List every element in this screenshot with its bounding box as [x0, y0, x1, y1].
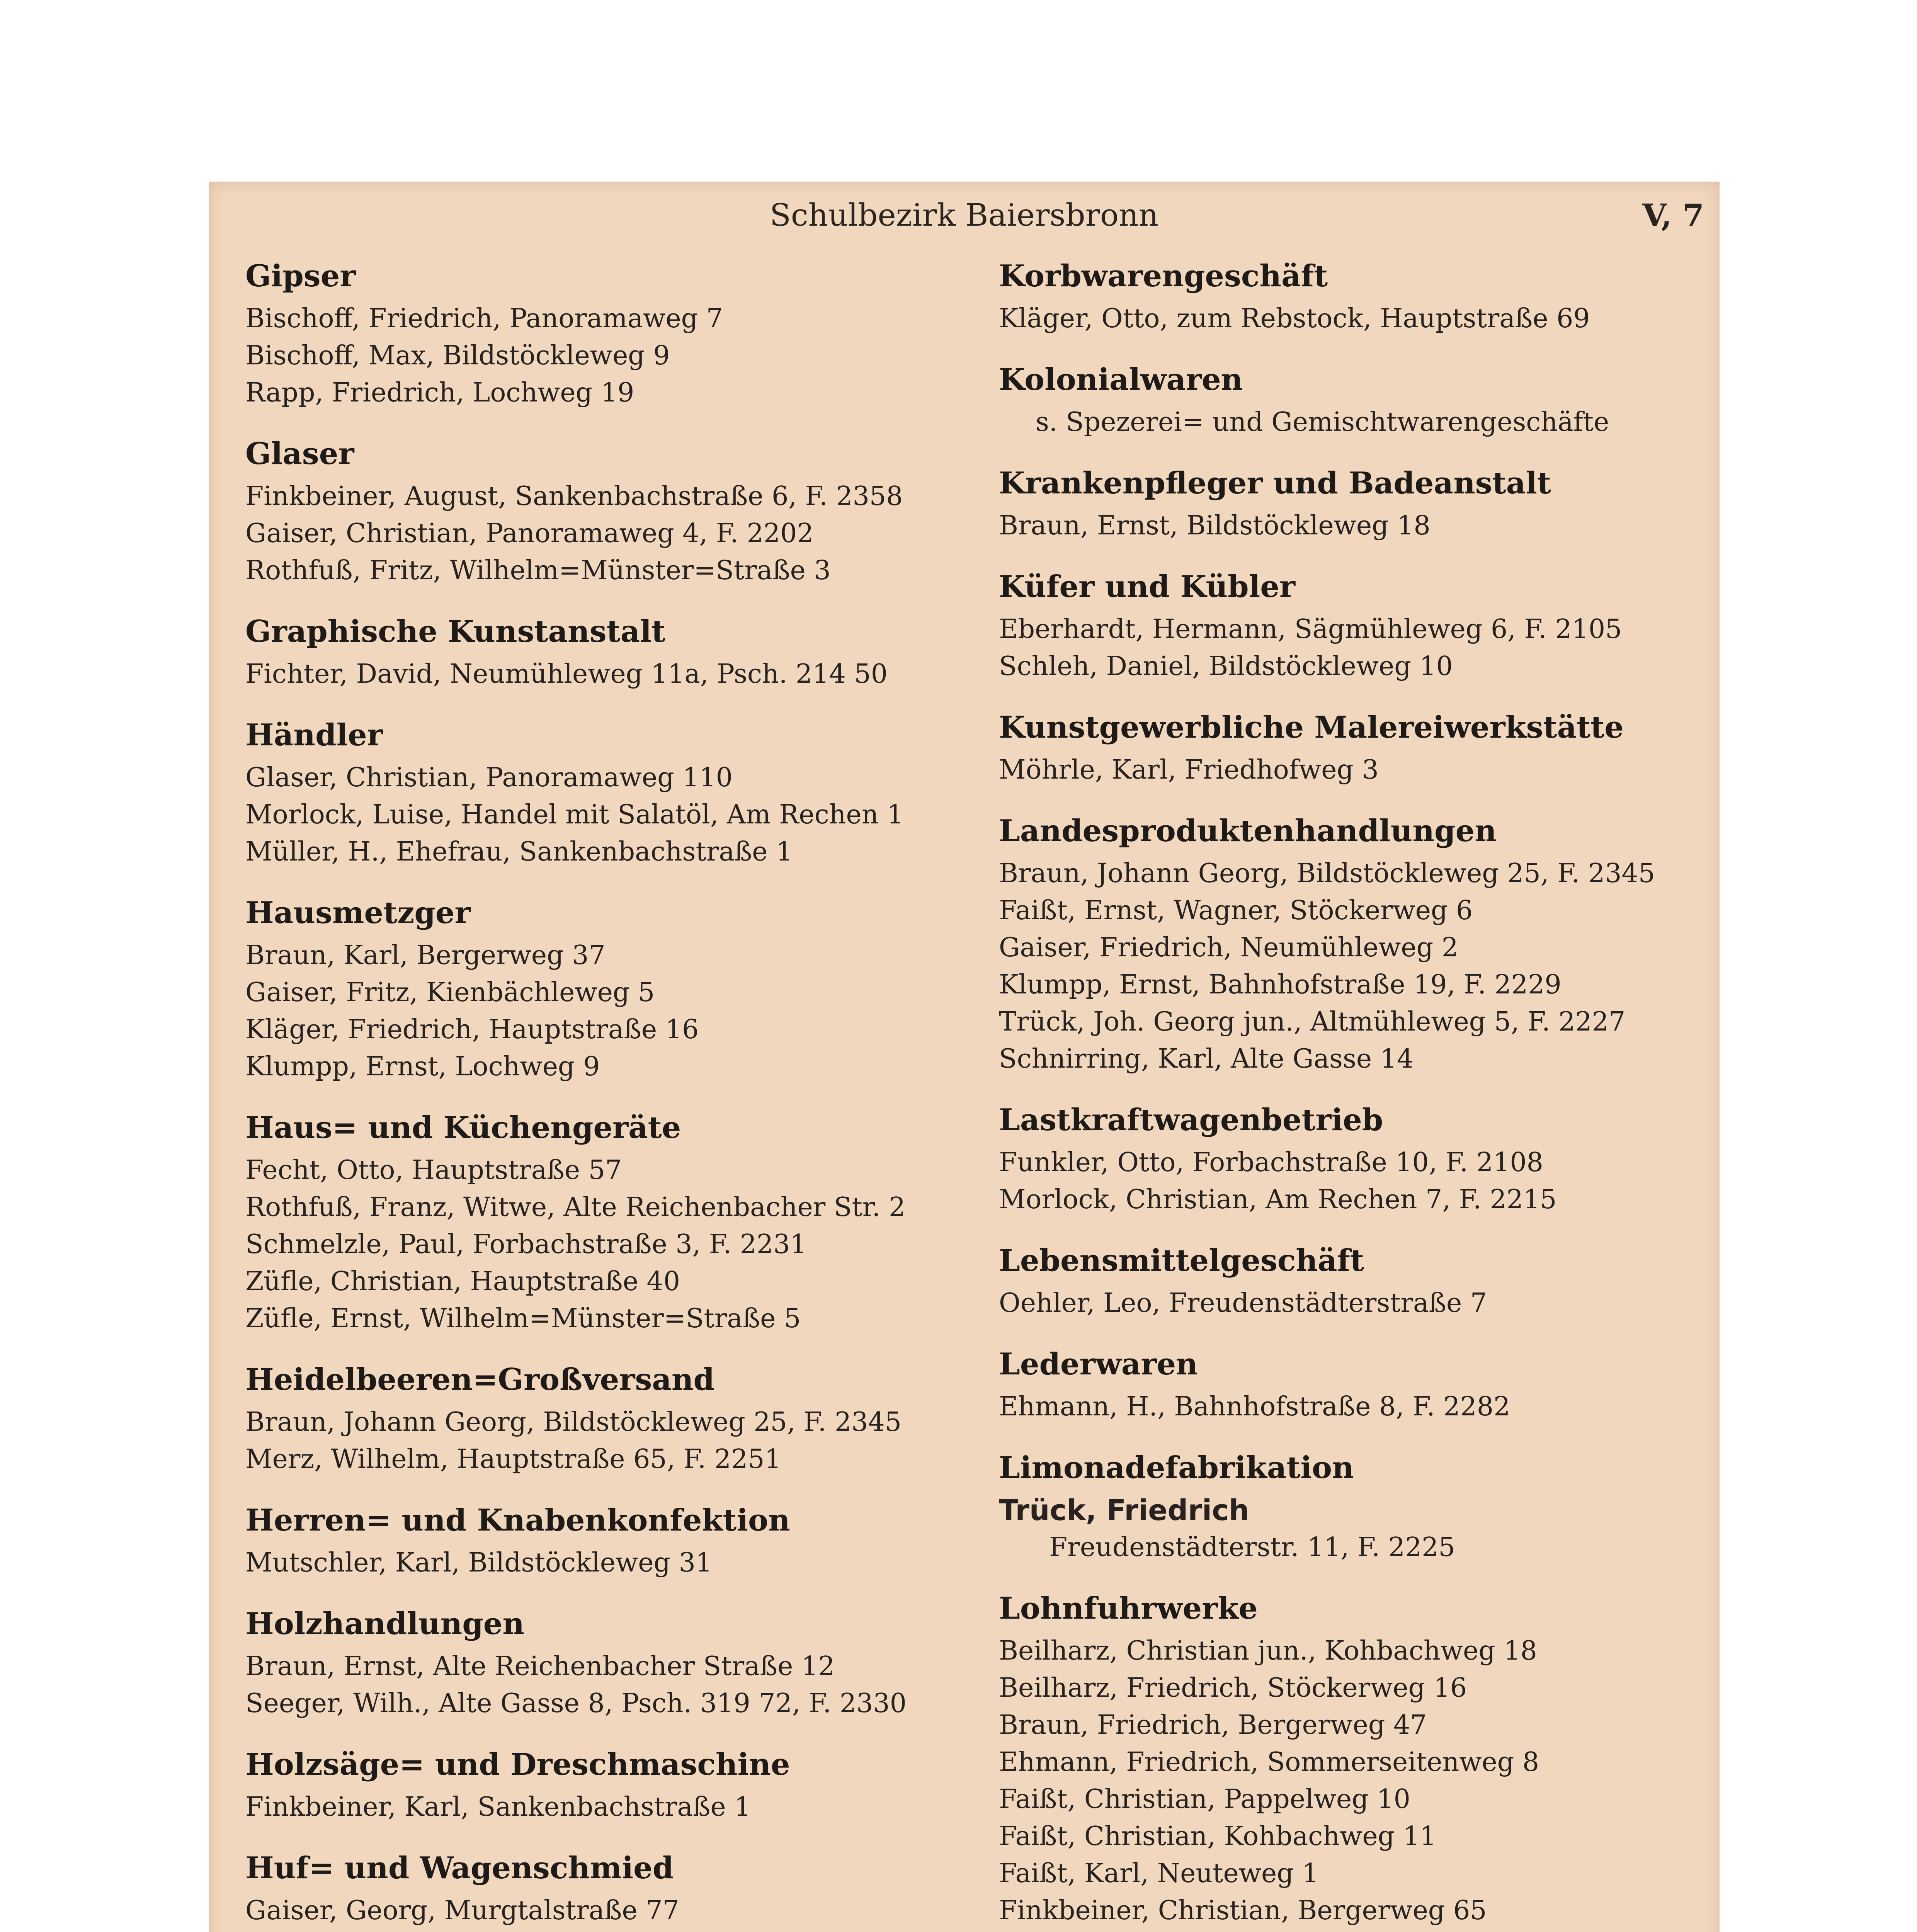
directory-entry: Schmelzle, Paul, Forbachstraße 3, F. 2231 — [245, 1229, 807, 1260]
directory-entry: Rothfuß, Franz, Witwe, Alte Reichenbacher Str. 2 — [245, 1192, 906, 1223]
section-herren-und-knabenkonfektion — [245, 1501, 983, 1582]
section-heading: Hausmetzger — [245, 895, 471, 930]
left-column — [245, 257, 983, 1932]
directory-entry: Oehler, Leo, Freudenstädterstraße 7 — [999, 1288, 1487, 1318]
section-heading: Korbwarengeschäft — [999, 259, 1328, 294]
directory-entry: Mutschler, Karl, Bildstöckleweg 31 — [245, 1548, 713, 1578]
section-hausmetzger — [245, 894, 983, 1085]
directory-entry: Gaiser, Georg, Murgtalstraße 77 — [245, 1895, 679, 1926]
section-gipser — [245, 257, 983, 412]
section-heading: Gipser — [245, 259, 356, 294]
section-heading: Kolonialwaren — [999, 362, 1243, 397]
section-heading: Limonadefabrikation — [999, 1450, 1354, 1485]
directory-entry: Faißt, Christian, Kohbachweg 11 — [999, 1821, 1437, 1852]
directory-entry: Bischoff, Friedrich, Panoramaweg 7 — [245, 303, 723, 334]
section-heading: Landesproduktenhandlungen — [999, 813, 1497, 849]
directory-entry: Merz, Wilhelm, Hauptstraße 65, F. 2251 — [245, 1444, 781, 1475]
directory-entry: Braun, Friedrich, Bergerweg 47 — [999, 1710, 1427, 1740]
volume-label: V, 7 — [1642, 197, 1704, 233]
page-title: Schulbezirk Baiersbronn — [769, 197, 1159, 233]
directory-entry: Beilharz, Christian jun., Kohbachweg 18 — [999, 1636, 1537, 1666]
directory-entry: s. Spezerei= und Gemischtwarengeschäfte — [1036, 407, 1609, 437]
directory-entry — [999, 1929, 1737, 1932]
section-graphische-kunstanstalt — [245, 612, 983, 693]
directory-entry: Klumpp, Ernst, Lochweg 9 — [245, 1051, 600, 1082]
section-heading: Krankenpfleger und Badeanstalt — [999, 466, 1551, 501]
directory-entry: Gaiser, Fritz, Kienbächleweg 5 — [245, 977, 655, 1008]
section-limonadefabrikation — [999, 1449, 1737, 1566]
directory-entry: Gaiser, Friedrich, Neumühleweg 2 — [999, 932, 1459, 963]
directory-entry: Braun, Ernst, Bildstöckleweg 18 — [999, 510, 1431, 541]
section-korbwarengeschäft — [999, 257, 1737, 337]
section-heading: Herren= und Knabenkonfektion — [245, 1503, 790, 1538]
right-column — [999, 257, 1737, 1932]
section-holzhandlungen — [245, 1605, 983, 1722]
directory-entry: Klumpp, Ernst, Bahnhofstraße 19, F. 2229 — [999, 969, 1561, 1000]
directory-entry: Faißt, Ernst, Wagner, Stöckerweg 6 — [999, 895, 1473, 926]
section-heading: Holzsäge= und Dreschmaschine — [245, 1747, 790, 1782]
directory-entry: Fichter, David, Neumühleweg 11a, Psch. 214 50 — [245, 659, 888, 689]
section-heading: Küfer und Kübler — [999, 569, 1296, 604]
directory-entry: Braun, Johann Georg, Bildstöckleweg 25, F. 2345 — [999, 858, 1655, 889]
directory-entry: Bischoff, Max, Bildstöckleweg 9 — [245, 340, 670, 371]
section-heading: Haus= und Küchengeräte — [245, 1110, 681, 1145]
directory-entry: Trück, Joh. Georg jun., Altmühleweg 5, F. 2227 — [999, 1007, 1626, 1037]
section-lohnfuhrwerke — [999, 1589, 1737, 1932]
section-lastkraftwagenbetrieb — [999, 1101, 1737, 1218]
section-küfer-und-kübler — [999, 568, 1737, 685]
directory-entry: Braun, Ernst, Alte Reichenbacher Straße 12 — [245, 1651, 835, 1682]
section-glaser — [245, 435, 983, 589]
section-holzsäge-und-dreschmaschine — [245, 1745, 983, 1826]
directory-entry: Braun, Karl, Bergerweg 37 — [245, 940, 606, 971]
directory-entry: Ehmann, Friedrich, Sommerseitenweg 8 — [999, 1747, 1539, 1777]
directory-entry: Schleh, Daniel, Bildstöckleweg 10 — [999, 651, 1453, 682]
directory-entry: Kläger, Friedrich, Hauptstraße 16 — [245, 1014, 699, 1045]
directory-entry: Seeger, Wilh., Alte Gasse 8, Psch. 319 72, F. 2330 — [245, 1688, 907, 1719]
directory-entry: Eberhardt, Hermann, Sägmühleweg 6, F. 2105 — [999, 614, 1622, 645]
section-heading: Lohnfuhrwerke — [999, 1591, 1258, 1626]
section-heading: Lebensmittelgeschäft — [999, 1243, 1364, 1278]
section-lebensmittelgeschäft — [999, 1242, 1737, 1322]
section-heading: Holzhandlungen — [245, 1606, 525, 1641]
directory-entry: Glaser, Christian, Panoramaweg 110 — [245, 762, 733, 793]
section-heidelbeeren-großversand — [245, 1361, 983, 1478]
directory-entry: Schnirring, Karl, Alte Gasse 14 — [999, 1044, 1414, 1074]
section-heading: Kunstgewerbliche Malereiwerkstätte — [999, 710, 1624, 745]
section-händler — [245, 716, 983, 871]
directory-entry: Trück, Friedrich — [999, 1494, 1249, 1527]
directory-entry: Finkbeiner, Karl, Sankenbachstraße 1 — [245, 1792, 751, 1822]
directory-entry: Beilharz, Friedrich, Stöckerweg 16 — [999, 1673, 1467, 1703]
directory-entry: Kläger, Otto, zum Rebstock, Hauptstraße 69 — [999, 303, 1590, 334]
section-heading: Glaser — [245, 436, 354, 471]
section-heading: Heidelbeeren=Großversand — [245, 1362, 715, 1397]
section-heading: Händler — [245, 718, 383, 753]
section-kolonialwaren — [999, 361, 1737, 441]
section-heading: Graphische Kunstanstalt — [245, 614, 665, 649]
directory-entry: Züfle, Christian, Hauptstraße 40 — [245, 1266, 680, 1297]
directory-entry: Morlock, Luise, Handel mit Salatöl, Am Rechen 1 — [245, 799, 904, 830]
section-haus-und-küchengeräte — [245, 1109, 983, 1337]
directory-entry: Ehmann, H., Bahnhofstraße 8, F. 2282 — [999, 1391, 1510, 1422]
directory-entry: Faißt, Christian, Pappelweg 10 — [999, 1784, 1410, 1815]
section-landesproduktenhandlungen — [999, 812, 1737, 1078]
directory-entry: Morlock, Christian, Am Rechen 7, F. 2215 — [999, 1184, 1557, 1215]
directory-entry: Fecht, Otto, Hauptstraße 57 — [245, 1155, 622, 1185]
section-heading: Lederwaren — [999, 1347, 1198, 1382]
section-krankenpfleger-und-badeanstalt — [999, 464, 1737, 544]
directory-entry: Faißt, Karl, Neuteweg 1 — [999, 1858, 1319, 1889]
directory-entry: Rothfuß, Fritz, Wilhelm=Münster=Straße 3 — [245, 555, 831, 586]
section-kunstgewerbliche-malereiwerkstätte — [999, 708, 1737, 789]
directory-entry: Rapp, Friedrich, Lochweg 19 — [245, 378, 634, 408]
page-header — [209, 197, 1720, 240]
directory-entry: Müller, H., Ehefrau, Sankenbachstraße 1 — [245, 837, 793, 867]
section-heading: Huf= und Wagenschmied — [245, 1850, 674, 1886]
directory-entry: Freudenstädterstr. 11, F. 2225 — [1049, 1532, 1455, 1563]
directory-entry — [245, 1929, 983, 1932]
directory-entry: Funkler, Otto, Forbachstraße 10, F. 2108 — [999, 1147, 1543, 1178]
directory-entry: Finkbeiner, Christian, Bergerweg 65 — [999, 1895, 1487, 1926]
directory-entry: Braun, Johann Georg, Bildstöckleweg 25, F. 2345 — [245, 1407, 902, 1437]
directory-entry: Möhrle, Karl, Friedhofweg 3 — [999, 755, 1379, 785]
directory-entry: Finkbeiner, August, Sankenbachstraße 6, F. 2358 — [245, 481, 903, 512]
directory-entry: Züfle, Ernst, Wilhelm=Münster=Straße 5 — [245, 1303, 801, 1334]
section-huf-und-wagenschmied — [245, 1849, 983, 1932]
section-lederwaren — [999, 1345, 1737, 1425]
section-heading: Lastkraftwagenbetrieb — [999, 1102, 1383, 1138]
scanned-page — [209, 182, 1720, 1932]
directory-entry: Gaiser, Christian, Panoramaweg 4, F. 2202 — [245, 518, 814, 549]
